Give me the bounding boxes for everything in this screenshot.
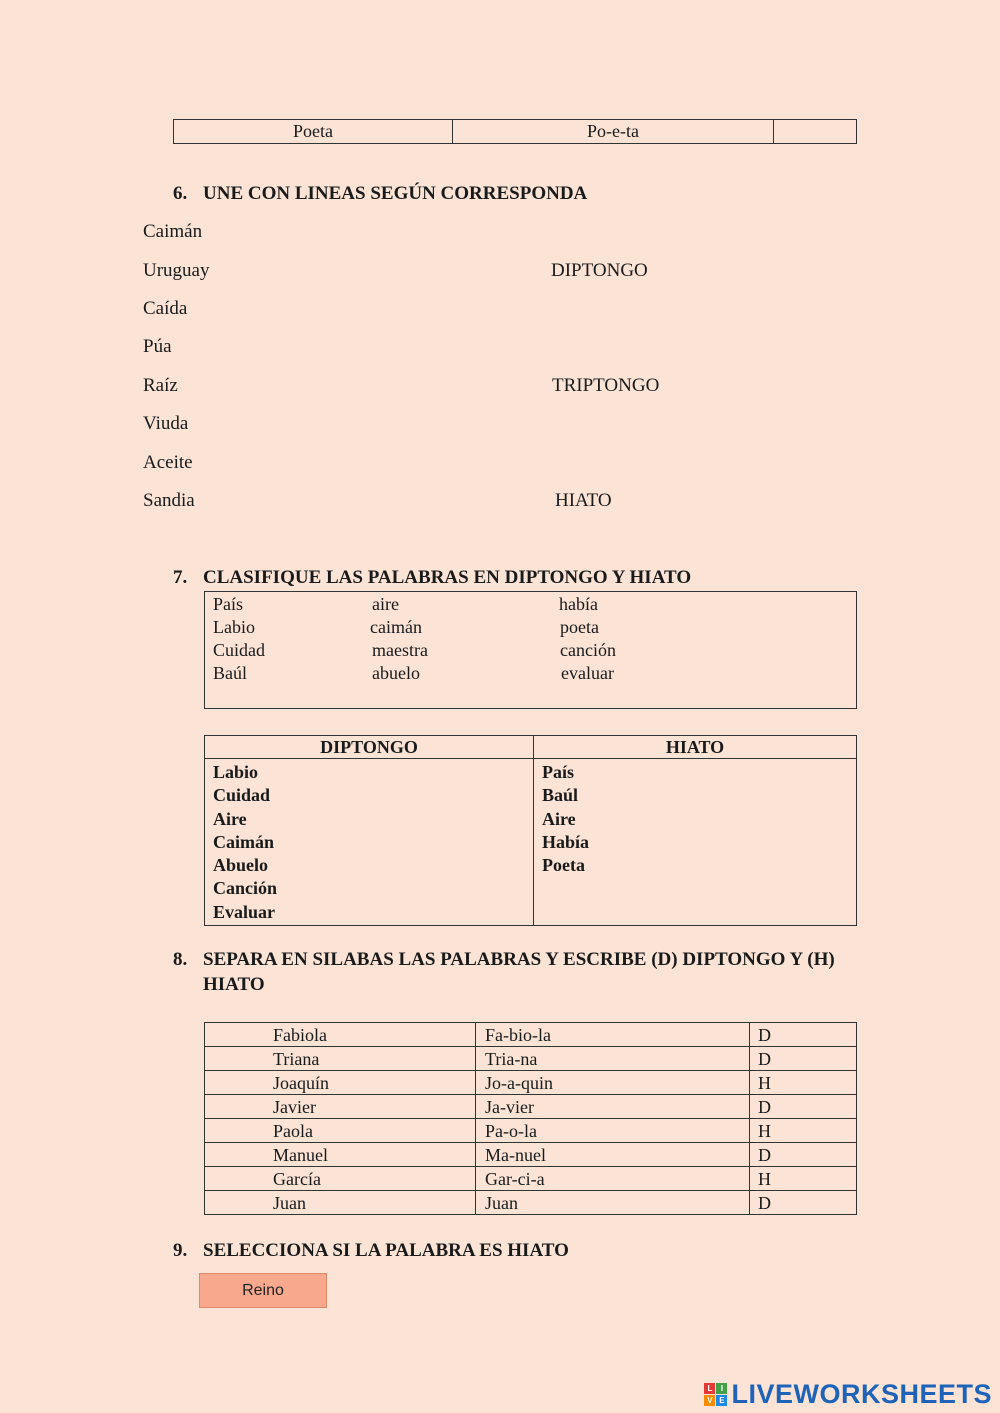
table-row: [205, 759, 857, 926]
word-cell: Poeta: [174, 120, 453, 144]
type-cell[interactable]: H: [750, 1071, 857, 1095]
section-8-heading: 8. SEPARA EN SILABAS LAS PALABRAS Y ESCRIBE (D) DIPTONGO Y (H) HIATO: [173, 949, 835, 995]
word-bank-item: canción: [560, 640, 616, 660]
section-9-heading: 9. SELECCIONA SI LA PALABRA ES HIATO: [173, 1240, 569, 1261]
word-bank-box: [204, 591, 857, 709]
word-bank-item: abuelo: [372, 663, 420, 683]
liveworksheets-mark-icon: L I V E: [704, 1383, 727, 1406]
syllables-cell[interactable]: Ja-vier: [476, 1095, 750, 1119]
table-row: [205, 1047, 857, 1071]
word-bank-item: maestra: [372, 640, 428, 660]
type-cell[interactable]: D: [750, 1023, 857, 1047]
table-row: [205, 1023, 857, 1047]
word-bank-item: Labio: [213, 617, 255, 637]
word-bank-item: evaluar: [561, 663, 614, 683]
type-cell[interactable]: H: [750, 1119, 857, 1143]
syllables-cell[interactable]: Pa-o-la: [476, 1119, 750, 1143]
type-cell[interactable]: D: [750, 1143, 857, 1167]
type-cell[interactable]: D: [750, 1047, 857, 1071]
brand-name: LIVEWORKSHEETS: [731, 1378, 992, 1409]
syllables-cell[interactable]: Fa-bio-la: [476, 1023, 750, 1047]
match-word-pua[interactable]: Púa: [143, 336, 172, 357]
diptongo-answer-cell[interactable]: Labio Cuidad Aire Caimán Abuelo Canción Evaluar: [205, 759, 534, 926]
match-word-aceite[interactable]: Aceite: [143, 452, 193, 473]
syllables-cell[interactable]: Juan: [476, 1191, 750, 1215]
table-row: [174, 120, 857, 144]
match-word-uruguay[interactable]: Uruguay: [143, 260, 210, 281]
table-row: [205, 1191, 857, 1215]
section-7-heading: 7. CLASIFIQUE LAS PALABRAS EN DIPTONGO Y HIATO: [173, 567, 692, 588]
name-cell: Manuel: [205, 1143, 476, 1167]
syllables-cell[interactable]: Tria-na: [476, 1047, 750, 1071]
section-6-heading: 6. UNE CON LINEAS SEGÚN CORRESPONDA: [173, 183, 588, 204]
top-syllable-row: [173, 119, 857, 144]
name-cell: García: [205, 1167, 476, 1191]
name-cell: Paola: [205, 1119, 476, 1143]
type-cell[interactable]: D: [750, 1095, 857, 1119]
match-target-hiato[interactable]: HIATO: [555, 490, 612, 511]
name-cell: Fabiola: [205, 1023, 476, 1047]
match-word-sandia[interactable]: Sandia: [143, 490, 195, 511]
name-cell: Joaquín: [205, 1071, 476, 1095]
column-header-hiato: HIATO: [534, 736, 857, 759]
table-row: [205, 1167, 857, 1191]
match-word-caiman[interactable]: Caimán: [143, 221, 203, 242]
word-bank-item: caimán: [370, 617, 422, 637]
name-cell: Javier: [205, 1095, 476, 1119]
word-bank-item: aire: [372, 594, 399, 614]
syllables-table: [204, 1022, 857, 1215]
match-target-diptongo[interactable]: DIPTONGO: [551, 260, 648, 281]
word-bank-item: Cuidad: [213, 640, 265, 660]
syllables-cell: Po-e-ta: [453, 120, 774, 144]
table-row: [205, 1119, 857, 1143]
classification-table: [204, 735, 857, 926]
reino-option-button[interactable]: Reino: [199, 1273, 327, 1308]
word-bank-item: poeta: [560, 617, 599, 637]
syllables-cell[interactable]: Jo-a-quin: [476, 1071, 750, 1095]
column-header-diptongo: DIPTONGO: [205, 736, 534, 759]
mark-cell[interactable]: [774, 120, 857, 144]
name-cell: Juan: [205, 1191, 476, 1215]
liveworksheets-logo: [704, 1379, 992, 1409]
table-row: [205, 1095, 857, 1119]
match-word-caida[interactable]: Caída: [143, 298, 188, 319]
table-header-row: [205, 736, 857, 759]
table-row: [205, 1143, 857, 1167]
word-bank-item: País: [213, 594, 244, 614]
match-word-raiz[interactable]: Raíz: [143, 375, 178, 396]
name-cell: Triana: [205, 1047, 476, 1071]
syllables-cell[interactable]: Ma-nuel: [476, 1143, 750, 1167]
word-bank-item: Baúl: [213, 663, 247, 683]
type-cell[interactable]: H: [750, 1167, 857, 1191]
table-row: [205, 1071, 857, 1095]
type-cell[interactable]: D: [750, 1191, 857, 1215]
hiato-answer-cell[interactable]: País Baúl Aire Había Poeta: [534, 759, 857, 926]
word-bank-item: había: [559, 594, 598, 614]
syllables-cell[interactable]: Gar-ci-a: [476, 1167, 750, 1191]
match-target-triptongo[interactable]: TRIPTONGO: [552, 375, 660, 396]
match-word-viuda[interactable]: Viuda: [143, 413, 189, 434]
